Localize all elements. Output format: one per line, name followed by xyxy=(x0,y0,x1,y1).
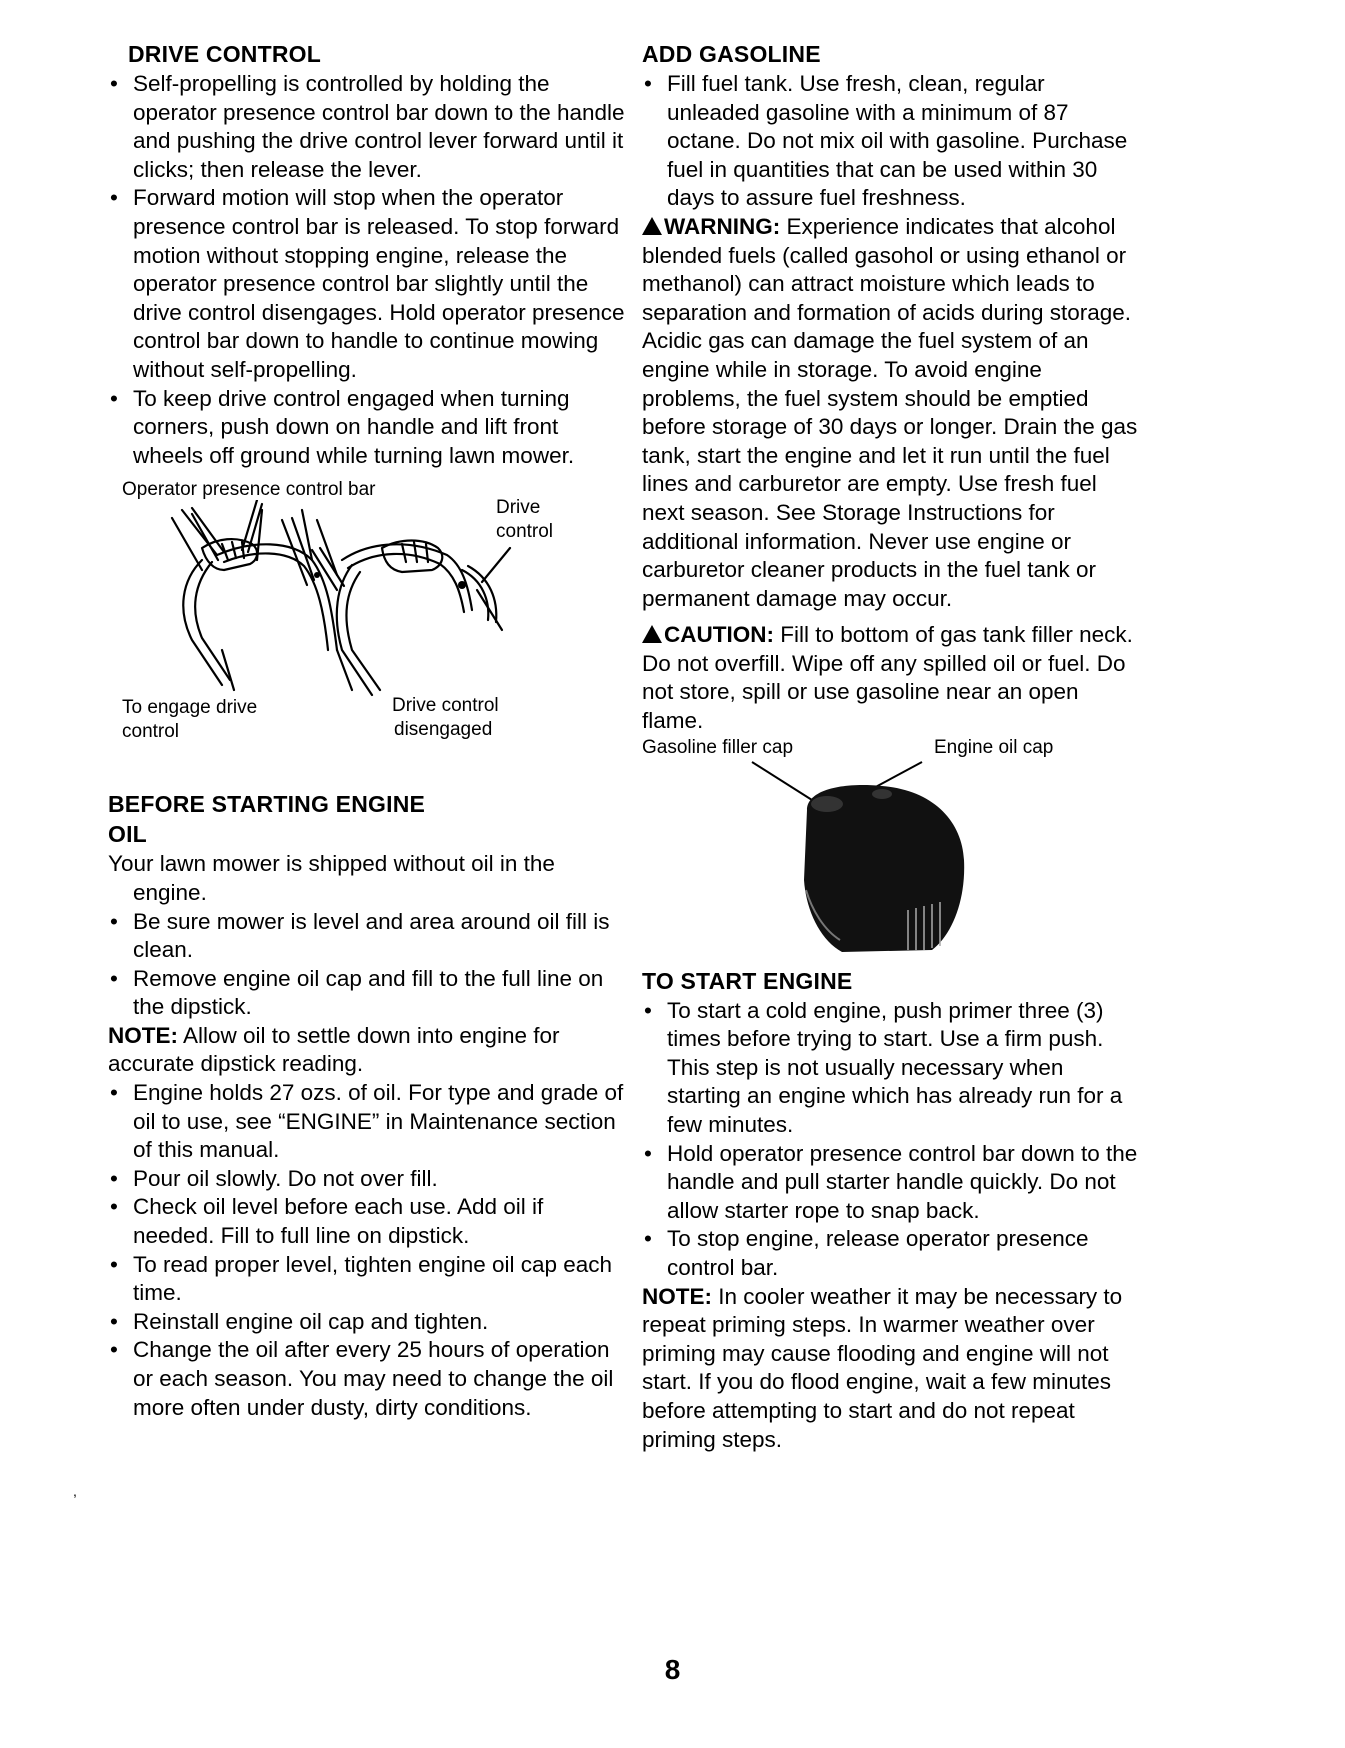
list-item: • Hold operator presence control bar down to the handle and pull starter handle quickly. Do not allow starter rope to snap back. xyxy=(642,1140,1142,1226)
warning-label: WARNING: xyxy=(664,213,781,239)
figure-label-filler-cap: Gasoline filler cap xyxy=(642,736,794,758)
engine-illustration xyxy=(732,760,992,960)
list-item: • Engine holds 27 ozs. of oil. For type and grade of oil to use, see “ENGINE” in Maintenance section of this manual. xyxy=(108,1079,628,1165)
right-column xyxy=(642,40,1142,1454)
list-item: • Self-propelling is controlled by holding the operator presence control bar down to the handle and pushing the drive control lever forward until it clicks; then release the lever. xyxy=(108,70,628,184)
warning-triangle-icon xyxy=(642,217,662,235)
caution-text: Fill to bottom of gas tank filler neck. Do not overfill. Wipe off any spilled oil or fuel. Do not store, spill or use gasoline near an open flame. xyxy=(642,622,1133,734)
margin-mark: , xyxy=(73,1483,77,1499)
page-number: 8 xyxy=(664,1654,681,1685)
list-item: • Check oil level before each use. Add oil if needed. Fill to full line on dipstick. xyxy=(108,1193,628,1250)
caution-paragraph xyxy=(642,621,1142,735)
figure-label-disengaged: Drive control xyxy=(392,695,499,717)
caution-label: CAUTION: xyxy=(664,622,774,648)
list-item: • Fill fuel tank. Use fresh, clean, regular unleaded gasoline with a minimum of 87 octane. Do not mix oil with gasoline. Purchase fuel in quantities that can be used within 30 days to assure fuel freshness. xyxy=(642,70,1142,213)
list-item: • Reinstall engine oil cap and tighten. xyxy=(108,1308,628,1337)
add-gasoline-list xyxy=(642,70,1142,213)
list-item: • Be sure mower is level and area around oil fill is clean. xyxy=(108,908,628,965)
list-item: • To stop engine, release operator presence control bar. xyxy=(642,1225,1142,1282)
drive-control-figure xyxy=(122,478,628,768)
figure-label-disengaged-2: disengaged xyxy=(394,719,493,741)
list-item: • Remove engine oil cap and fill to the full line on the dipstick. xyxy=(108,965,628,1022)
warning-paragraph xyxy=(642,213,1142,613)
list-item: • Forward motion will stop when the operator presence control bar is released. To stop forward motion without stopping engine, release the operator presence control bar slightly until the drive control disengages. Hold operator presence control bar down to handle to continue mowing without self-propelling. xyxy=(108,184,628,384)
to-start-heading: TO START ENGINE xyxy=(642,967,853,994)
caution-triangle-icon xyxy=(642,625,662,643)
mower-handle-illustration xyxy=(162,500,542,700)
oil-subheading: OIL xyxy=(108,821,147,848)
figure-label-control-bar: Operator presence control bar xyxy=(122,479,376,501)
note-text: Allow oil to settle down into engine for accurate dipstick reading. xyxy=(108,1022,560,1077)
oil-note xyxy=(108,1022,628,1079)
oil-list-b xyxy=(108,1079,628,1422)
list-item: • Change the oil after every 25 hours of operation or each season. You may need to change the oil more often under dusty, dirty conditions. xyxy=(108,1336,628,1422)
engine-figure xyxy=(642,736,1142,961)
add-gasoline-heading: ADD GASOLINE xyxy=(642,41,821,67)
figure-label-engage-2: control xyxy=(122,721,180,743)
list-item: • To start a cold engine, push primer three (3) times before trying to start. Use a firm push. This step is not usually necessary when starting an engine which has already run for a few minutes. xyxy=(642,997,1142,1140)
oil-list-a xyxy=(108,908,628,1022)
start-note xyxy=(642,1283,1142,1455)
warning-text: Experience indicates that alcohol blended fuels (called gasohol or using ethanol or methanol) can attract moisture which leads to separation and formation of acids during storage. Acidic gas can damage the fuel system of an engine while in storage. To avoid engine problems, the fuel system should be emptied before storage of 30 days or longer. Drain the gas tank, start the engine and let it run until the fuel lines and carburetor are empty. Use fresh fuel next season. See Storage Instructions for additional information. Never use engine or carburetor cleaner products in the fuel tank or permanent damage may occur. xyxy=(642,213,1138,611)
note-label: NOTE: xyxy=(642,1283,712,1309)
drive-control-heading: DRIVE CONTROL xyxy=(128,41,321,67)
note-label: NOTE: xyxy=(108,1022,178,1048)
list-item: • To read proper level, tighten engine oil cap each time. xyxy=(108,1251,628,1308)
left-column xyxy=(108,40,628,1422)
figure-label-oil-cap: Engine oil cap xyxy=(934,736,1054,758)
figure-label-control: control xyxy=(496,521,554,543)
drive-control-list xyxy=(108,70,628,470)
oil-intro: Your lawn mower is shipped without oil in the engine. xyxy=(108,851,555,905)
to-start-list xyxy=(642,997,1142,1283)
note-text: In cooler weather it may be necessary to repeat priming steps. In warmer weather over priming may cause flooding and engine will not start. If you do flood engine, wait a few minutes before attempting to start and do not repeat priming steps. xyxy=(642,1283,1123,1452)
figure-label-engage: To engage drive xyxy=(122,697,258,719)
list-item: • Pour oil slowly. Do not over fill. xyxy=(108,1165,628,1194)
before-starting-heading: BEFORE STARTING ENGINE xyxy=(108,791,426,818)
figure-label-drive: Drive xyxy=(496,497,541,519)
list-item: • To keep drive control engaged when turning corners, push down on handle and lift front wheels off ground while turning lawn mower. xyxy=(108,385,628,471)
